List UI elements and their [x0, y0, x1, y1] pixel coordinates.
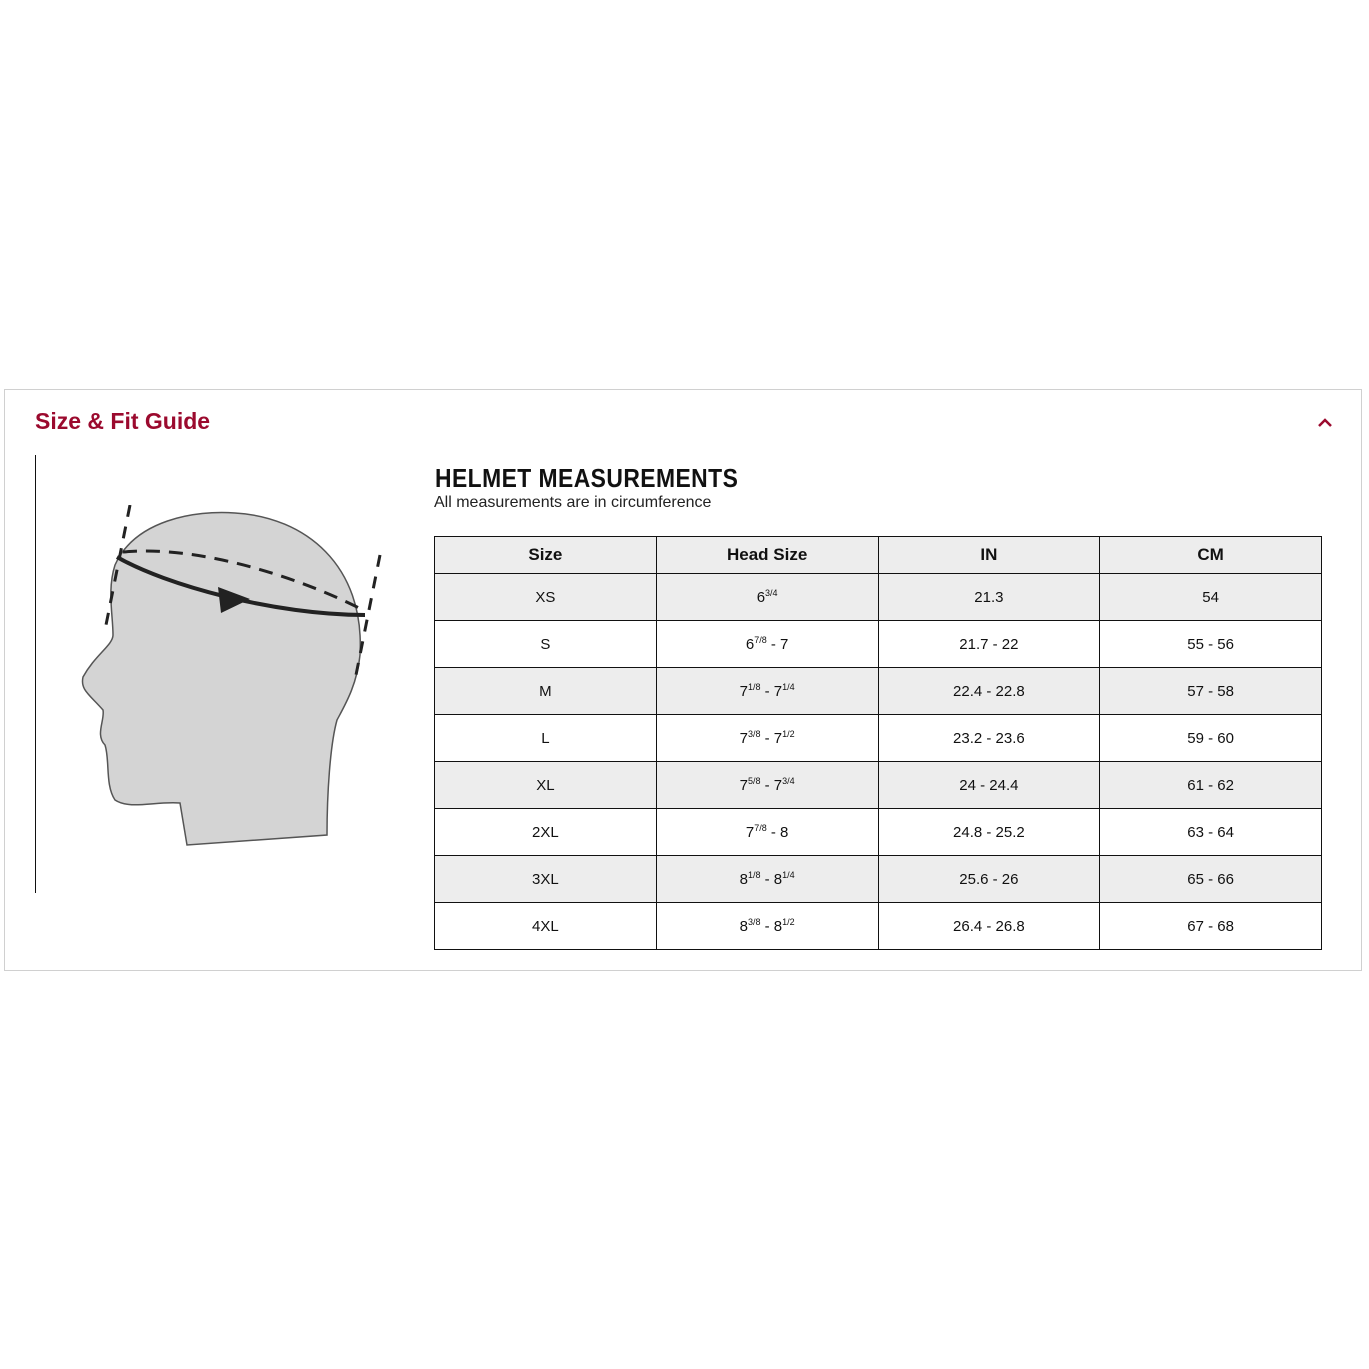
size-table: [434, 536, 1322, 950]
cell-head-size: [656, 903, 878, 950]
hs-b-frac: 3/4: [782, 776, 795, 786]
table-row: [435, 668, 1322, 715]
cell-size: L: [435, 715, 657, 762]
hs-a-frac: 7/8: [754, 635, 767, 645]
section-title[interactable]: Size & Fit Guide: [35, 408, 211, 434]
hs-a-frac: 7/8: [754, 823, 767, 833]
table-row: [435, 809, 1322, 856]
table-row: [435, 762, 1322, 809]
hs-b: 7: [780, 636, 789, 653]
table-row: [435, 574, 1322, 621]
cell-head-size: [656, 668, 878, 715]
cell-size: M: [435, 668, 657, 715]
cell-cm: 55 - 56: [1100, 621, 1322, 668]
hs-b-frac: 1/4: [782, 870, 795, 880]
cell-in: 21.3: [878, 574, 1100, 621]
cell-head-size: [656, 809, 878, 856]
cell-in: 26.4 - 26.8: [878, 903, 1100, 950]
divider: [35, 455, 36, 893]
cell-in: 21.7 - 22: [878, 621, 1100, 668]
cell-size: S: [435, 621, 657, 668]
hs-sep: -: [760, 730, 774, 747]
cell-cm: 65 - 66: [1100, 856, 1322, 903]
hs-b-frac: 1/2: [782, 917, 795, 927]
hs-a: 6: [756, 589, 766, 606]
hs-b: 8: [773, 871, 783, 888]
cell-in: 24.8 - 25.2: [878, 809, 1100, 856]
hs-b: 8: [780, 824, 789, 841]
table-row: [435, 715, 1322, 762]
hs-b: 8: [773, 918, 783, 935]
table-row: [435, 903, 1322, 950]
hs-a-frac: 1/8: [747, 682, 761, 692]
hs-a: 8: [739, 918, 748, 935]
hs-b: 7: [773, 777, 783, 794]
cell-head-size: [656, 715, 878, 762]
cell-in: 23.2 - 23.6: [878, 715, 1100, 762]
cell-in: 22.4 - 22.8: [878, 668, 1100, 715]
hs-sep: -: [760, 777, 774, 794]
hs-sep: -: [760, 871, 774, 888]
size-fit-guide-panel: [4, 389, 1362, 971]
hs-a-frac: 3/8: [747, 917, 761, 927]
hs-a: 7: [739, 683, 748, 700]
hs-b-frac: 1/4: [782, 682, 795, 692]
hs-a: 6: [745, 636, 755, 653]
hs-a-frac: 3/4: [765, 588, 778, 598]
cell-in: 25.6 - 26: [878, 856, 1100, 903]
cell-cm: 63 - 64: [1100, 809, 1322, 856]
cell-cm: 67 - 68: [1100, 903, 1322, 950]
hs-b: 7: [773, 730, 783, 747]
cell-head-size: [656, 621, 878, 668]
hs-a: 7: [739, 777, 748, 794]
hs-a: 7: [745, 824, 755, 841]
hs-sep: -: [766, 824, 781, 841]
cell-cm: 61 - 62: [1100, 762, 1322, 809]
hs-a-frac: 1/8: [747, 870, 761, 880]
header-in: IN: [878, 537, 1100, 574]
cell-size: XS: [435, 574, 657, 621]
header-cm: CM: [1100, 537, 1322, 574]
chevron-up-icon[interactable]: [1314, 412, 1336, 434]
head-measurement-illustration: [75, 505, 395, 850]
hs-a-frac: 5/8: [747, 776, 761, 786]
hs-sep: -: [766, 636, 781, 653]
hs-b-frac: 1/2: [782, 729, 795, 739]
cell-head-size: [656, 762, 878, 809]
header-size: Size: [435, 537, 657, 574]
cell-size: 3XL: [435, 856, 657, 903]
hs-a: 8: [739, 871, 748, 888]
cell-size: 4XL: [435, 903, 657, 950]
hs-a-frac: 3/8: [747, 729, 761, 739]
cell-size: XL: [435, 762, 657, 809]
measurements-heading: HELMET MEASUREMENTS: [435, 463, 739, 493]
cell-head-size: [656, 574, 878, 621]
hs-a: 7: [739, 730, 748, 747]
hs-sep: -: [760, 683, 774, 700]
hs-b: 7: [773, 683, 783, 700]
measurements-subheading: All measurements are in circumference: [434, 494, 712, 511]
header-head-size: Head Size: [656, 537, 878, 574]
table-row: [435, 856, 1322, 903]
cell-cm: 54: [1100, 574, 1322, 621]
hs-sep: -: [760, 918, 774, 935]
cell-head-size: [656, 856, 878, 903]
cell-size: 2XL: [435, 809, 657, 856]
table-row: [435, 621, 1322, 668]
cell-in: 24 - 24.4: [878, 762, 1100, 809]
cell-cm: 57 - 58: [1100, 668, 1322, 715]
cell-cm: 59 - 60: [1100, 715, 1322, 762]
